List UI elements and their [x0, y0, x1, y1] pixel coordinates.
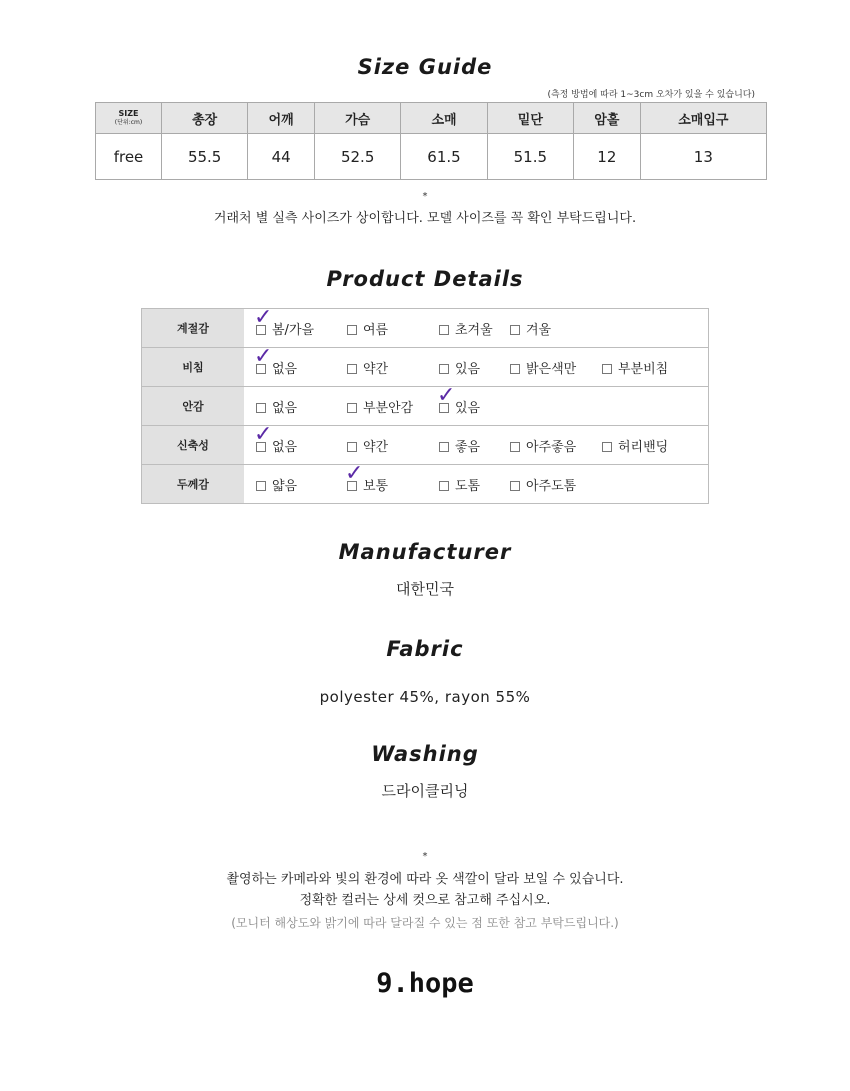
details-option [347, 397, 439, 416]
value-cell: 12 [574, 134, 641, 180]
checkbox-icon [347, 403, 357, 413]
fabric-value: polyester 45%, rayon 55% [319, 688, 531, 706]
checkbox-icon [347, 325, 357, 335]
option-label: 약간 [363, 440, 389, 455]
details-option [510, 436, 602, 455]
checkbox-icon [347, 364, 357, 374]
option-label: 약간 [363, 362, 389, 377]
details-row-label: 안감 [142, 387, 245, 426]
column-header: 소매 [401, 103, 487, 134]
details-option [510, 475, 602, 494]
checkbox-icon [602, 364, 612, 374]
details-option [602, 436, 694, 455]
column-header: 암홀 [574, 103, 641, 134]
details-option [254, 422, 347, 455]
checkbox-icon [510, 442, 520, 452]
column-header: 밑단 [487, 103, 573, 134]
option-label: 좋음 [455, 440, 481, 455]
details-option [347, 319, 439, 338]
checkbox-icon [347, 442, 357, 452]
option-label: 겨울 [526, 323, 552, 338]
product-details-table [141, 305, 709, 504]
details-option [254, 344, 347, 377]
size-guide-title: Size Guide [357, 55, 493, 79]
checkbox-icon [256, 481, 266, 491]
column-header: 총장 [162, 103, 248, 134]
checkbox-icon [510, 364, 520, 374]
checkbox-icon [439, 481, 449, 491]
option-label: 초겨울 [455, 323, 493, 338]
details-options [244, 422, 709, 465]
option-label: 아주도톰 [526, 479, 577, 494]
details-row-label: 두께감 [142, 465, 245, 504]
details-row [142, 387, 709, 426]
column-header: 어깨 [248, 103, 315, 134]
checkbox-icon [439, 364, 449, 374]
checkmark-icon: ✓ [254, 344, 273, 369]
details-option [254, 305, 347, 338]
option-label: 밝은색만 [526, 362, 577, 377]
option-label: 얇음 [272, 479, 298, 494]
details-option [510, 358, 602, 377]
details-row-label: 계절감 [142, 309, 245, 348]
option-label: 부분안감 [363, 401, 414, 416]
size-header-cell [96, 103, 162, 134]
column-header: 소매입구 [640, 103, 766, 134]
option-label: 있음 [455, 362, 481, 377]
checkbox-icon [510, 481, 520, 491]
details-options [244, 344, 709, 387]
unit-label: (단위:cm) [114, 119, 143, 126]
bottom-note-line3: (모니터 해상도와 밝기에 따라 달라질 수 있는 점 또한 참고 부탁드립니다.) [231, 916, 619, 930]
product-details-title: Product Details [326, 267, 524, 291]
value-cell: 52.5 [315, 134, 401, 180]
checkbox-icon [439, 442, 449, 452]
details-row [142, 465, 709, 504]
option-label: 없음 [272, 440, 298, 455]
size-cell: free [96, 134, 162, 180]
option-label: 아주좋음 [526, 440, 577, 455]
details-option [439, 475, 510, 494]
checkmark-icon: ✓ [345, 461, 364, 486]
option-label: 도톰 [455, 479, 481, 494]
checkmark-icon: ✓ [254, 422, 273, 447]
checkmark-icon: ✓ [437, 383, 456, 408]
value-cell: 55.5 [162, 134, 248, 180]
bottom-note-mark: * [422, 851, 428, 862]
manufacturer-title: Manufacturer [338, 540, 512, 564]
column-header: 가슴 [315, 103, 401, 134]
details-option [256, 475, 347, 494]
value-cell: 13 [640, 134, 766, 180]
size-footnote: 거래처 별 실측 사이즈가 상이합니다. 모델 사이즈를 꼭 확인 부탁드립니다. [213, 211, 637, 226]
checkbox-icon [602, 442, 612, 452]
details-option [439, 436, 510, 455]
details-option [437, 383, 510, 416]
details-option [345, 461, 439, 494]
size-table [95, 102, 767, 180]
details-options [244, 383, 709, 426]
checkmark-icon: ✓ [254, 305, 273, 330]
option-label: 없음 [272, 362, 298, 377]
details-option [347, 358, 439, 377]
details-row [142, 309, 709, 348]
manufacturer-value: 대한민국 [396, 580, 454, 598]
footnote-mark: * [422, 191, 428, 202]
value-cell: 51.5 [487, 134, 573, 180]
details-option [256, 397, 347, 416]
option-label: 없음 [272, 401, 298, 416]
details-row-label: 비침 [142, 348, 245, 387]
option-label: 보통 [363, 479, 389, 494]
washing-value: 드라이클리닝 [381, 782, 469, 800]
measurement-note: (측정 방법에 따라 1~3cm 오차가 있을 수 있습니다) [547, 90, 755, 100]
checkbox-icon [510, 325, 520, 335]
brand-logo: 9.hope [376, 968, 474, 999]
value-cell: 44 [248, 134, 315, 180]
details-option [347, 436, 439, 455]
size-table-header [96, 103, 767, 134]
bottom-note-line2: 정확한 컬러는 상세 컷으로 참고해 주십시오. [299, 893, 551, 908]
details-option [602, 358, 694, 377]
washing-title: Washing [371, 742, 479, 766]
table-row [96, 134, 767, 180]
size-label: SIZE [118, 109, 139, 118]
option-label: 있음 [455, 401, 481, 416]
option-label: 봄/가을 [272, 323, 315, 338]
details-row-label: 신축성 [142, 426, 245, 465]
details-row [142, 426, 709, 465]
details-option [439, 319, 510, 338]
details-options [244, 461, 709, 504]
checkbox-icon [256, 403, 266, 413]
fabric-title: Fabric [386, 637, 464, 661]
option-label: 허리밴딩 [618, 440, 669, 455]
details-options [244, 305, 709, 348]
details-row [142, 348, 709, 387]
checkbox-icon [439, 325, 449, 335]
option-label: 여름 [363, 323, 389, 338]
option-label: 부분비침 [618, 362, 669, 377]
details-option [439, 358, 510, 377]
value-cell: 61.5 [401, 134, 487, 180]
details-option [510, 319, 602, 338]
bottom-note-line1: 촬영하는 카메라와 빛의 환경에 따라 옷 색깔이 달라 보일 수 있습니다. [226, 872, 624, 887]
